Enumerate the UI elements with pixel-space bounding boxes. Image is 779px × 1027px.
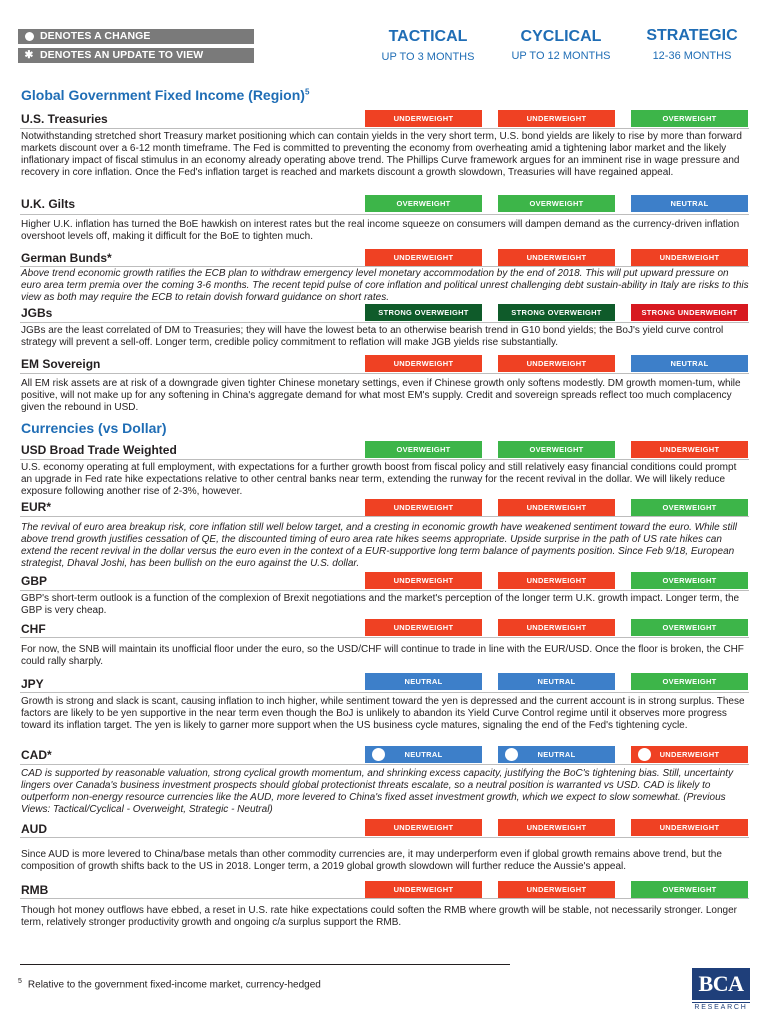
rating-badge-tactical (365, 499, 482, 516)
rating-label: NEUTRAL (404, 750, 443, 759)
rationale-text: Though hot money outflows have ebbed, a reset in U.S. rate hike expectations could soften the RMB where growth will be stable, not necessarily stronger. Longer term, relatively stronger productivity growth and ongoing c/a surplus support the RMB. (21, 905, 737, 928)
row-divider (20, 898, 749, 899)
rating-label: UNDERWEIGHT (659, 750, 720, 759)
column-title: CYCLICAL (520, 28, 602, 45)
legend-update-label: DENOTES AN UPDATE TO VIEW RATIONALE (40, 49, 204, 76)
rating-label: NEUTRAL (537, 750, 576, 759)
rating-badge-tactical (365, 304, 482, 321)
rating-label: UNDERWEIGHT (393, 623, 454, 632)
rating-label: UNDERWEIGHT (526, 823, 587, 832)
section-title-text: Global Government Fixed Income (Region) (21, 87, 305, 103)
rating-badge-tactical (365, 673, 482, 690)
rating-badge-tactical (365, 619, 482, 636)
rating-badge-cyclical (498, 619, 615, 636)
row-name-german-bunds: German Bunds* (21, 251, 112, 265)
rating-badge-strategic (631, 249, 748, 266)
rating-badge-cyclical (498, 195, 615, 212)
bca-research-logo (692, 968, 750, 1011)
rating-label: UNDERWEIGHT (526, 503, 587, 512)
rating-label: UNDERWEIGHT (526, 114, 587, 123)
section-title-text: Currencies (vs Dollar) (21, 420, 167, 436)
rating-label: UNDERWEIGHT (526, 576, 587, 585)
rating-badge-strategic (631, 619, 748, 636)
rating-label: NEUTRAL (404, 677, 443, 686)
section-title-currencies (21, 420, 167, 436)
filled-circle-icon (25, 32, 34, 41)
logo-mark: BCA (692, 968, 750, 1000)
row-divider (20, 637, 749, 638)
rating-label: OVERWEIGHT (662, 885, 717, 894)
rationale-text: U.S. economy operating at full employment, with expectations for a further growth boost from fiscal policy and still relatively easy financial conditions could prompt an upgrade in Fed rate hike expectations relative to other central banks near term, extending the runway for the recent revival in the dollar. We will likely reduce exposure following another rise of 2-3%, however. (21, 462, 737, 497)
change-dot-icon (638, 748, 651, 761)
rating-badge-tactical (365, 195, 482, 212)
row-name-cad: CAD* (21, 748, 52, 762)
row-name-u-k-gilts: U.K. Gilts (21, 197, 76, 211)
row-divider (20, 266, 749, 267)
rating-badge-strategic (631, 572, 748, 589)
rationale-text: For now, the SNB will maintain its unofficial floor under the euro, so the USD/CHF will continue to trade in line with the EUR/USD. Once the floor is broken, the CHF could rally sharply. (21, 644, 744, 667)
rating-label: UNDERWEIGHT (393, 359, 454, 368)
rating-label: OVERWEIGHT (529, 199, 584, 208)
row-name-u-s-treasuries: U.S. Treasuries (21, 112, 108, 126)
rating-badge-cyclical (498, 249, 615, 266)
rating-label: NEUTRAL (670, 199, 709, 208)
legend-change (18, 29, 254, 44)
rating-label: UNDERWEIGHT (659, 445, 720, 454)
footnote-marker: 5 (18, 978, 22, 985)
rationale-text: GBP's short-term outlook is a function of the complexion of Brexit negotiations and the market's perception of the longer term U.K. growth impact. Longer term, the GBP is very cheap. (21, 593, 740, 616)
row-name-rmb: RMB (21, 883, 49, 897)
rating-badge-strategic (631, 441, 748, 458)
rating-label: UNDERWEIGHT (393, 503, 454, 512)
footnote (18, 978, 321, 990)
rationale-text: CAD is supported by reasonable valuation, strong cyclical growth momentum, and shrinking excess capacity, justifying the BoC's tightening bias. Still, uncertainty lingers over Canada's business investment prospects should global protectionist threats escalate, so a neutral position is warranted vs USD. CAD is likely to outperform non-energy resource currencies like the AUD, more levered to China's fixed asset investment growth, which we expect to slow somewhat. (Previous Views: Tactical/Cyclical - Overweight, Strategic - Neutral) (21, 768, 734, 815)
row-name-gbp: GBP (21, 574, 48, 588)
column-subtitle: UP TO 12 MONTHS (511, 50, 611, 62)
row-name-eur: EUR* (21, 500, 52, 514)
rationale-text: The revival of euro area breakup risk, core inflation still well below target, and a cresting in economic growth have weakened sentiment toward the euro. While still above trend growth justifies cessation of QE, the discounted timing of euro area rate hikes seems appropriate. Upside surprise in the path of US rate hikes can extend the recent revival in the dollar versus the euro even in the context of a EUR-supportive long term balance of payments position. Since Feb 9/18, European strategist, Dhaval Joshi, has been bullish on the euro against the U.S. dollar. (21, 522, 737, 569)
rating-badge-cyclical (498, 441, 615, 458)
rating-label: UNDERWEIGHT (393, 114, 454, 123)
column-header-tactical (358, 28, 498, 64)
rating-badge-cyclical (498, 881, 615, 898)
row-name-jgbs: JGBs (21, 306, 53, 320)
row-divider (20, 590, 749, 591)
change-dot-icon (505, 748, 518, 761)
rating-badge-tactical (365, 572, 482, 589)
rating-badge-tactical (365, 819, 482, 836)
row-divider (20, 764, 749, 765)
rating-badge-strategic (631, 881, 748, 898)
rating-label: UNDERWEIGHT (659, 823, 720, 832)
rating-badge-strategic (631, 110, 748, 127)
rating-label: UNDERWEIGHT (526, 623, 587, 632)
rating-label: OVERWEIGHT (396, 445, 451, 454)
asterisk-icon: ✱ (24, 49, 34, 61)
column-header-strategic (622, 27, 762, 63)
rating-badge-strategic (631, 355, 748, 372)
row-name-chf: CHF (21, 622, 46, 636)
rationale-text: Higher U.K. inflation has turned the BoE hawkish on interest rates but the real income squeeze on consumers will dampen demand as the currency-driven inflation overshoot levels off, making it difficult for the BoE to tighten much. (21, 219, 740, 242)
legend-change-label: DENOTES A CHANGE (40, 30, 151, 42)
rating-label: UNDERWEIGHT (659, 253, 720, 262)
column-title: STRATEGIC (646, 27, 738, 44)
rating-label: OVERWEIGHT (662, 623, 717, 632)
row-divider (20, 128, 749, 129)
rating-label: UNDERWEIGHT (526, 885, 587, 894)
row-divider (20, 322, 749, 323)
rationale-text: Growth is strong and slack is scant, causing inflation to inch higher, while sentiment toward the yen is depressed and the current account is in strong surplus. These factors are likely to be yen supportive in the near term even though the BoJ is unlikely to abandon its Yield Curve Control regime until it observes more progress toward its inflation target. The yen is likely to garner more support when the US business cycle matures, signaling the end of the Fed's tightening cycle. (21, 696, 745, 731)
rating-badge-cyclical (498, 819, 615, 836)
rating-label: UNDERWEIGHT (393, 576, 454, 585)
rating-label: UNDERWEIGHT (393, 823, 454, 832)
row-divider (20, 516, 749, 517)
rating-label: STRONG OVERWEIGHT (511, 308, 602, 317)
rating-label: NEUTRAL (670, 359, 709, 368)
rating-badge-strategic (631, 304, 748, 321)
rating-badge-tactical (365, 249, 482, 266)
rationale-text: Since AUD is more levered to China/base metals than other commodity currencies are, it may underperform even if global growth remains above trend, but the composition of growth shifts back to the US in 2018. Longer term, a 2019 global growth slowdown will further reduce the Aussie's appeal. (21, 849, 722, 872)
rating-badge-strategic (631, 746, 748, 763)
rating-label: OVERWEIGHT (662, 503, 717, 512)
row-divider (20, 373, 749, 374)
rationale-text: Above trend economic growth ratifies the ECB plan to withdraw emergency level monetary accommodation by the end of 2018. This will put upward pressure on euro area term premia over the coming 3-6 months. The recent tepid pulse of core inflation and political unrest challenging debt sustain-ability in Italy are risks to this view as both may require the ECB to retain dovish forward guidance on short rates. (21, 268, 749, 303)
rating-badge-tactical (365, 441, 482, 458)
rating-label: UNDERWEIGHT (526, 253, 587, 262)
rating-badge-cyclical (498, 499, 615, 516)
rating-label: NEUTRAL (537, 677, 576, 686)
rating-badge-cyclical (498, 110, 615, 127)
column-subtitle: UP TO 3 MONTHS (381, 51, 475, 63)
row-divider (20, 692, 749, 693)
row-name-usd-broad-trade-weighted: USD Broad Trade Weighted (21, 443, 177, 457)
rating-badge-strategic (631, 499, 748, 516)
column-header-cyclical (491, 28, 631, 63)
rating-badge-cyclical (498, 304, 615, 321)
legend-update (18, 48, 254, 76)
logo-subtitle: RESEARCH (692, 1002, 750, 1011)
row-name-aud: AUD (21, 822, 47, 836)
rating-badge-strategic (631, 195, 748, 212)
rating-badge-cyclical (498, 746, 615, 763)
rating-label: OVERWEIGHT (529, 445, 584, 454)
rating-badge-cyclical (498, 355, 615, 372)
rating-badge-tactical (365, 110, 482, 127)
change-dot-icon (372, 748, 385, 761)
row-divider (20, 459, 749, 460)
rating-badge-tactical (365, 746, 482, 763)
section-title-fixed-income (21, 87, 309, 103)
rating-badge-tactical (365, 355, 482, 372)
rating-label: OVERWEIGHT (662, 677, 717, 686)
footnote-text: Relative to the government fixed-income market, currency-hedged (27, 979, 321, 991)
rating-badge-cyclical (498, 572, 615, 589)
rationale-text: All EM risk assets are at risk of a downgrade given tighter Chinese monetary settings, even if Chinese growth only softens modestly. DM growth momen-tum, while positive, will not make up for any softening in China's aggregate demand for what most EM's supply. Credit and sovereign spreads reflect too much complacency given the rebound in USD. (21, 378, 741, 413)
row-divider (20, 214, 749, 215)
rating-label: UNDERWEIGHT (393, 885, 454, 894)
rating-label: OVERWEIGHT (662, 576, 717, 585)
row-name-em-sovereign: EM Sovereign (21, 357, 101, 371)
rating-label: STRONG UNDERWEIGHT (641, 308, 738, 317)
rating-label: STRONG OVERWEIGHT (378, 308, 469, 317)
rationale-text: Notwithstanding stretched short Treasury market positioning which can contain yields in the very short term, U.S. bond yields are likely to rise by more than forward markets discount over a 6-12 month timeframe. The Fed is committed to preventing the economy from overheating amid a tightening labor market and the likely inflationary impact of fiscal stimulus in an economy already operating above trend. The Phillips Curve framework argues for an imminent rise in wage pressure and recovery in core inflation. Once the Fed's inflation target is reached and markets discount a growth slowdown, Treasuries will have regained appeal. (21, 131, 742, 178)
row-divider (20, 837, 749, 838)
rating-badge-cyclical (498, 673, 615, 690)
footnote-divider (20, 964, 510, 965)
column-subtitle: 12-36 MONTHS (652, 50, 732, 62)
row-name-jpy: JPY (21, 677, 44, 691)
column-title: TACTICAL (388, 28, 468, 45)
rating-label: UNDERWEIGHT (526, 359, 587, 368)
rating-label: OVERWEIGHT (396, 199, 451, 208)
rating-label: OVERWEIGHT (662, 114, 717, 123)
rating-badge-strategic (631, 673, 748, 690)
footnote-ref: 5 (304, 87, 310, 97)
rating-badge-tactical (365, 881, 482, 898)
rating-badge-strategic (631, 819, 748, 836)
rating-label: UNDERWEIGHT (393, 253, 454, 262)
rationale-text: JGBs are the least correlated of DM to Treasuries; they will have the lowest beta to an otherwise bearish trend in G10 bond yields; the BoJ's yield curve control strategy will prevent a sell-off. Longer term, credible policy commitment to reflation will make JGB yields rise substantially. (21, 325, 724, 348)
